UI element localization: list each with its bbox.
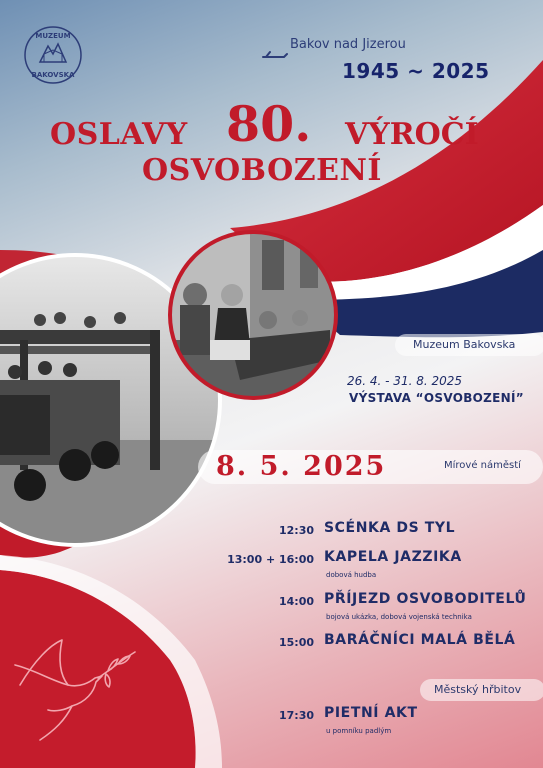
museum-logo-icon (22, 24, 84, 86)
event-time: 15:00 (278, 636, 314, 649)
event-subtitle: bojová ukázka, dobová vojenská technika (326, 613, 472, 621)
logo-text-top: MUZEUM (35, 32, 71, 40)
exhibition-venue-pill: Muzeum Bakovska (395, 334, 543, 356)
logo-text-bottom: BAKOVSKA (31, 71, 75, 79)
town-name: Bakov nad Jizerou (290, 37, 406, 52)
event-time: 12:30 (278, 524, 314, 537)
event-title: PIETNÍ AKT (324, 705, 418, 721)
years-heading: 1945 ~ 2025 (342, 59, 490, 83)
event-subtitle: dobová hudba (326, 571, 377, 579)
title-word-vyroci: VÝROČÍ (345, 117, 479, 152)
event-subtitle: u pomníku padlým (326, 727, 392, 735)
main-place: Mírové náměstí (444, 460, 521, 471)
exhibition-title: VÝSTAVA “OSVOBOZENÍ” (349, 391, 524, 405)
exhibition-dates: 26. 4. - 31. 8. 2025 (347, 374, 463, 388)
title-number: 80. (226, 95, 312, 153)
title-line-osvobozeni: OSVOBOZENÍ (142, 153, 382, 188)
title-word-oslavy: OSLAVY (50, 117, 188, 152)
main-date: 8. 5. 2025 (216, 451, 387, 482)
cemetery-pill: Městský hřbitov (420, 679, 543, 701)
event-title: PŘÍJEZD OSVOBODITELŮ (324, 591, 527, 607)
dove-icon (10, 630, 140, 750)
event-title: BARÁČNÍCI MALÁ BĚLÁ (324, 632, 516, 648)
event-title: SCÉNKA DS TYL (324, 520, 456, 536)
event-title: KAPELA JAZZIKA (324, 549, 462, 565)
event-time: 14:00 (278, 595, 314, 608)
event-time: 13:00 + 16:00 (227, 553, 314, 566)
event-time: 17:30 (278, 709, 314, 722)
plane-icon (262, 48, 288, 60)
